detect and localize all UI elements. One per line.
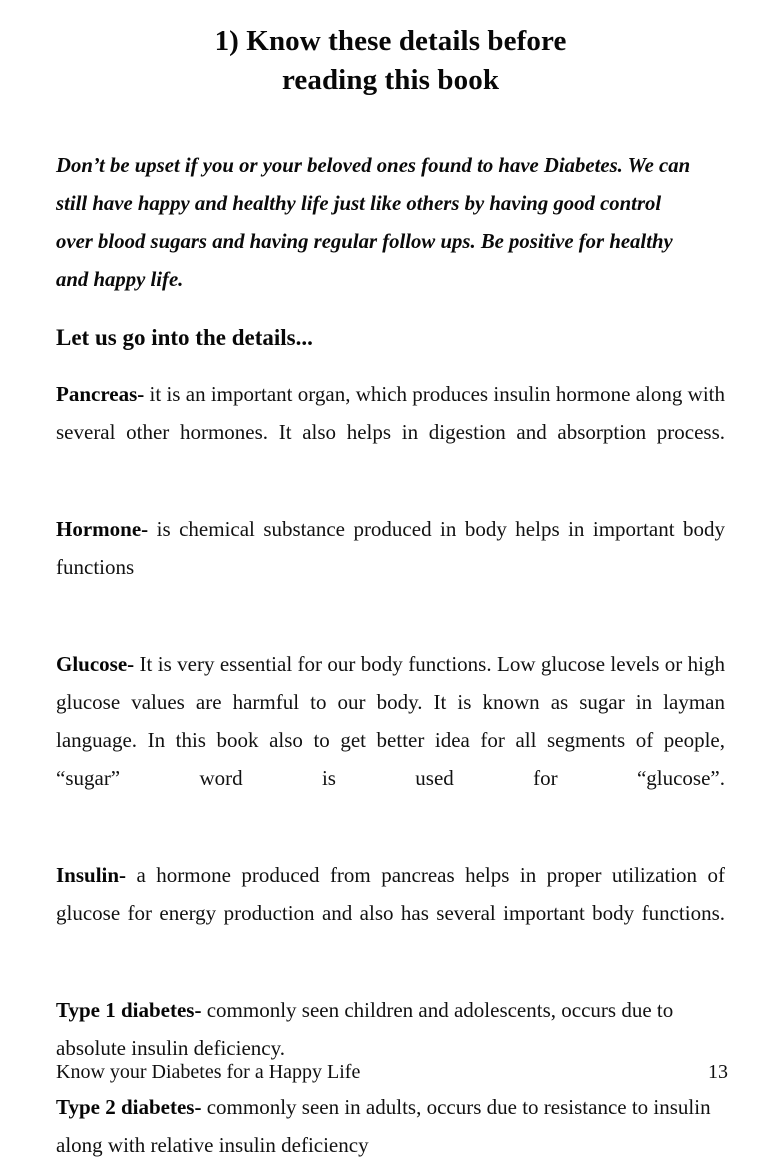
sub-heading: Let us go into the details... (56, 325, 313, 350)
definition-body: commonly seen children and adolescents, occurs due to absolute insulin deficiency. (56, 998, 674, 1060)
definition-pancreas (56, 354, 725, 489)
definition-body: It is very essential for our body functions. Low glucose levels or high glucose values are harmful to our body. It is known as sugar in layman language. In this book also to get better idea for all segments of people, “sugar” word is used for “glucose”. (56, 652, 725, 790)
definition-body: it is an important organ, which produces insulin hormone along with several other hormones. It also helps in digestion and absorption process. (56, 382, 725, 444)
footer-running-title: Know your Diabetes for a Happy Life (56, 1061, 361, 1083)
chapter-title-line-2: reading this book (281, 64, 500, 96)
definition-body: is chemical substance produced in body helps in important body functions (56, 517, 725, 579)
definition-body: commonly seen in adults, occurs due to resistance to insulin along with relative insulin deficiency (56, 1095, 711, 1157)
definition-glucose (56, 624, 725, 835)
definition-term: Pancreas- (56, 382, 145, 406)
definition-term: Glucose- (56, 652, 135, 676)
definition-term: Hormone- (56, 517, 149, 541)
definition-insulin (56, 835, 725, 970)
definition-body: a hormone produced from pancreas helps in proper utilization of glucose for energy production and also has several important body functions. (56, 863, 725, 925)
definition-term: Type 1 diabetes- (56, 998, 202, 1022)
page-footer (56, 1058, 728, 1086)
page-content-column (56, 0, 725, 1164)
chapter-title-line-1: 1) Know these details before (214, 25, 567, 57)
chapter-title (56, 0, 725, 100)
footer-page-number: 13 (708, 1061, 728, 1083)
definition-type-1-diabetes (56, 970, 725, 1067)
definition-term: Insulin- (56, 863, 127, 887)
definition-hormone (56, 489, 725, 624)
lead-in-paragraph: Don’t be upset if you or your beloved ones found to have Diabetes. We can still have happy and healthy life just like others by having good control over blood sugars and having regular follow ups. Be positive for healthy and happy life. (56, 153, 691, 291)
definition-term: Type 2 diabetes- (56, 1095, 202, 1119)
